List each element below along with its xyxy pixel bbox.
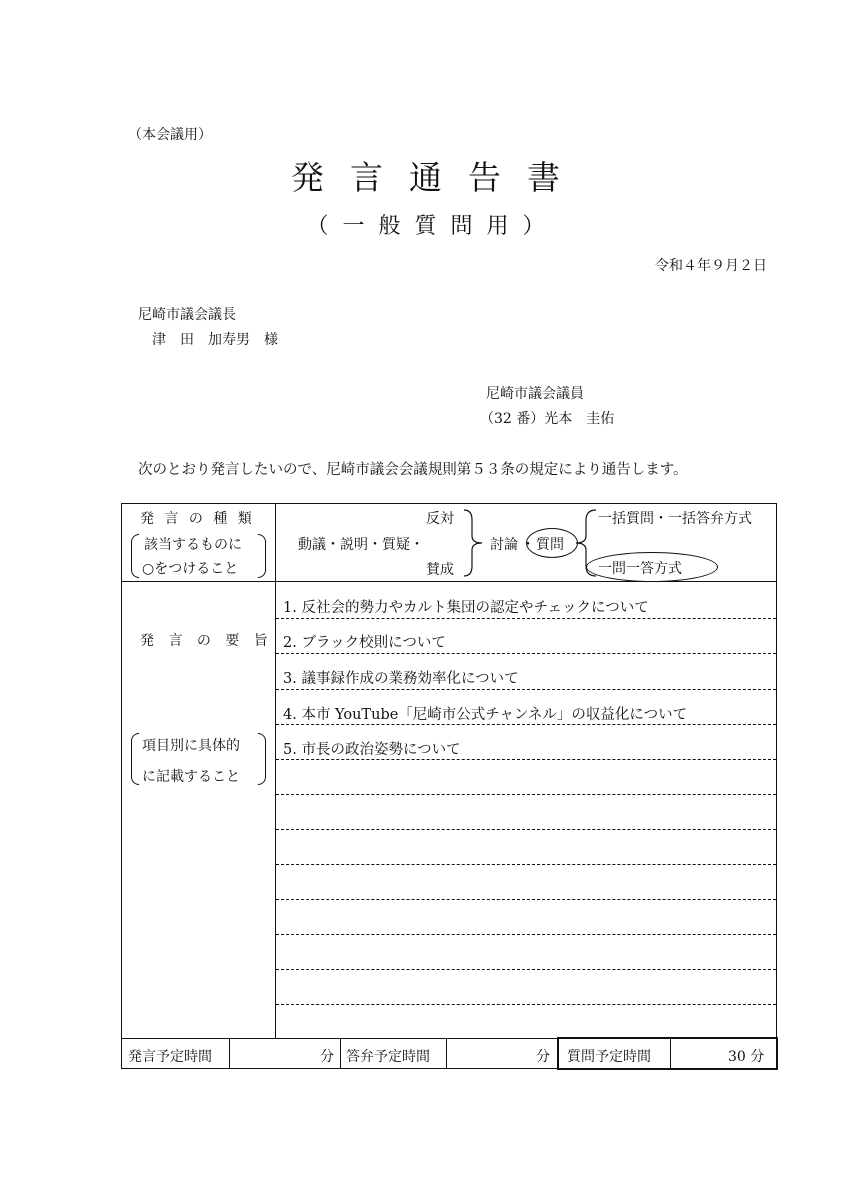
document-subtitle: （一般質問用）: [306, 214, 559, 239]
date: 令和４年９月２日: [655, 258, 767, 274]
summary-bracket-left: [131, 733, 139, 785]
sender-position: 尼崎市議会議員: [486, 386, 584, 402]
answer-time-unit: 分: [536, 1049, 550, 1065]
instruction-bracket-left: [131, 534, 139, 578]
instruction-bracket-right: [258, 534, 266, 578]
option-motion-group: 動議・説明・質疑・: [298, 537, 424, 553]
speech-type-header: 発 言 の 種 類: [140, 511, 255, 527]
ruled-line: [276, 724, 776, 725]
ruled-line: [276, 759, 776, 760]
option-separator: ・: [521, 537, 535, 553]
ruled-line: [276, 864, 776, 865]
summary-item-4: 4. 本市 YouTube「尼崎市公式チャンネル」の収益化について: [283, 707, 688, 723]
question-time-value: 30 分: [728, 1049, 765, 1065]
ruled-line: [276, 899, 776, 900]
footer-cell-divider: [229, 1038, 230, 1068]
mode-bulk: 一括質問・一括答弁方式: [598, 511, 752, 527]
answer-time-label: 答弁予定時間: [346, 1049, 430, 1065]
summary-instruction-1: 項目別に具体的: [142, 738, 240, 754]
ruled-line: [276, 1004, 776, 1005]
row-divider: [122, 581, 776, 582]
document-title: 発言通告書: [291, 158, 586, 197]
notice-table: [121, 503, 777, 1069]
speech-time-unit: 分: [320, 1049, 334, 1065]
ruled-line: [276, 829, 776, 830]
ruled-line: [276, 653, 776, 654]
usage-label: （本会議用）: [128, 127, 212, 143]
footer-cell-divider: [340, 1038, 341, 1068]
option-question: 質問: [536, 537, 564, 553]
summary-instruction-2: に記載すること: [142, 769, 240, 785]
ruled-line: [276, 794, 776, 795]
option-debate: 討論: [490, 537, 518, 553]
question-time-label: 質問予定時間: [567, 1049, 651, 1065]
summary-item-5: 5. 市長の政治姿勢について: [283, 742, 461, 758]
summary-bracket-right: [258, 733, 266, 785]
ruled-line: [276, 689, 776, 690]
sender-number-name: （32 番）光本 圭佑: [480, 411, 615, 427]
mode-single-circle-mark: [586, 552, 718, 582]
column-divider: [275, 504, 276, 1038]
ruled-line: [276, 618, 776, 619]
addressee-name: 津 田 加寿男 様: [152, 332, 278, 348]
speech-type-instruction-2: ○をつけること: [142, 561, 239, 577]
summary-item-3: 3. 議事録作成の業務効率化について: [283, 671, 519, 687]
addressee-position: 尼崎市議会議長: [138, 307, 236, 323]
question-circle-mark: [526, 528, 578, 558]
intro-text: 次のとおり発言したいので、尼崎市議会会議規則第５３条の規定により通告します。: [138, 462, 688, 478]
category-brace: [462, 508, 486, 578]
ruled-line: [276, 934, 776, 935]
option-support: 賛成: [426, 562, 454, 578]
ruled-line: [276, 969, 776, 970]
option-oppose: 反対: [426, 511, 454, 527]
summary-header: 発 言 の 要 旨: [140, 633, 273, 649]
summary-item-2: 2. ブラック校則について: [283, 635, 446, 651]
mode-single: 一問一答方式: [598, 561, 682, 577]
footer-cell-divider: [446, 1038, 447, 1068]
speech-time-label: 発言予定時間: [128, 1049, 212, 1065]
speech-type-instruction-1: 該当するものに: [144, 537, 242, 553]
summary-item-1: 1. 反社会的勢力やカルト集団の認定やチェックについて: [283, 600, 649, 616]
